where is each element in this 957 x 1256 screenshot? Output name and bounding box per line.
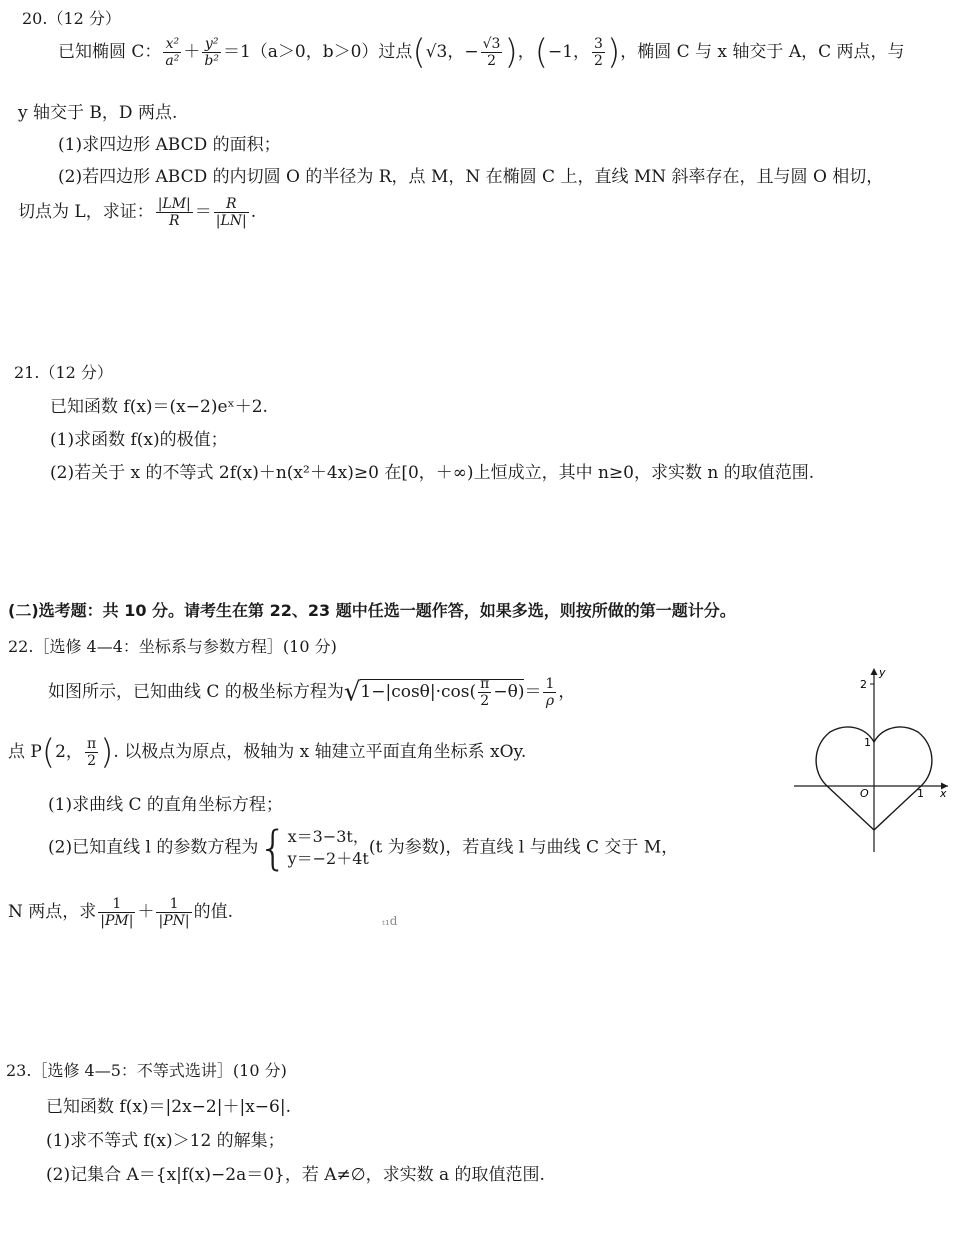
point2: −1， [547, 42, 591, 62]
tick-label-1x: 1 [917, 787, 924, 800]
y-axis-label: y [879, 666, 886, 679]
q20-line1 [58, 32, 905, 73]
paren-open-3: ( [41, 732, 56, 773]
point-p-label: 点 P [8, 742, 42, 762]
frac-1-pn: $\frac{1}{|PN|}$ [158, 896, 190, 929]
q22-sub2-cont [8, 896, 233, 929]
q21-sub1: (1)求函数 f(x)的极值； [50, 430, 228, 450]
y-axis-arrow [871, 668, 878, 675]
section-heading: (二)选考题：共 10 分。请考生在第 22、23 题中任选一题作答，如果多选，则按所做的第一题计分。 [8, 601, 736, 620]
q20-intro: 已知椭圆 C： [58, 42, 162, 62]
q20-sub2: (2)若四边形 ABCD 的内切圆 O 的半径为 R，点 M，N 在椭圆 C 上，直线 MN 斜率存在，且与圆 O 相切， [58, 167, 884, 187]
paren-open-2: ( [534, 32, 548, 73]
q20-eq: ＝1（a＞0，b＞0）过点 [222, 42, 413, 62]
frac-3-2: $\frac{3}{2}$ [594, 36, 603, 69]
frac-lm-r: $\frac{|LM|}{R}$ [157, 196, 191, 229]
plus-sign: ＋ [183, 42, 201, 62]
q21-sub2: (2)若关于 x 的不等式 2f(x)＋n(x²＋4x)≥0 在[0，＋∞)上恒成立，其中 n≥0，求实数 n 的取值范围. [50, 463, 815, 483]
q23-sub1: (1)求不等式 f(x)＞12 的解集； [46, 1131, 285, 1151]
q20-sub2-cont [18, 196, 256, 229]
paren-close: ) [504, 32, 518, 73]
brace: { [258, 821, 288, 875]
q23-sub2: (2)记集合 A＝{x|f(x)−2a＝0}，若 A≠∅，求实数 a 的取值范围. [46, 1165, 545, 1185]
equals-2: ＝ [524, 682, 542, 702]
q20-tail: ，椭圆 C 与 x 轴交于 A，C 两点，与 [620, 42, 905, 62]
q22-sub1: (1)求曲线 C 的直角坐标方程； [48, 795, 283, 815]
paren-close-3: ) [100, 732, 114, 773]
paren-open: ( [412, 32, 426, 73]
equals: ＝ [194, 202, 212, 222]
sqrt-radicand: 1−|cosθ|·cos( $\frac{\pi}{2}$ −θ) [360, 676, 525, 709]
q20-sub1: (1)求四边形 ABCD 的面积； [58, 135, 281, 155]
comma-2: ， [558, 682, 576, 702]
q22-heading: 22.［选修 4—4：坐标系与参数方程］(10 分) [8, 637, 337, 656]
q20-line2: y 轴交于 B，D 两点. [18, 103, 178, 123]
q21-line1: 已知函数 f(x)＝(x−2)eˣ＋2. [50, 397, 268, 417]
frac-pi-2-b: $\frac{\pi}{2}$ [86, 736, 97, 769]
q22-sub2-tail: (t 为参数)，若直线 l 与曲线 C 交于 M， [368, 837, 679, 858]
frac-r3-2: $\frac{√3}{2}$ [482, 36, 501, 69]
frac-x2-a2: $\frac{\text{x²}}{\text{a²}}$ [165, 36, 180, 69]
period: . [250, 202, 257, 222]
q22-intro: 如图所示，已知曲线 C 的极坐标方程为 [48, 682, 344, 702]
q23-heading: 23.［选修 4—5：不等式选讲］(10 分) [6, 1061, 287, 1080]
heart-curve-figure [790, 664, 950, 854]
origin-label: O [860, 787, 869, 800]
plus-sign-2: ＋ [137, 902, 155, 922]
q21-heading: 21.（12 分） [14, 363, 113, 382]
stray-mark: ₜ₁d [382, 914, 398, 928]
frac-r-ln: $\frac{R}{|LN|}$ [215, 196, 247, 229]
q20-heading: 20.（12 分） [22, 9, 121, 28]
q23-line1: 已知函数 f(x)＝|2x−2|＋|x−6|. [46, 1097, 291, 1117]
q22-value-text: 的值. [193, 902, 233, 922]
q22-coord-text: . 以极点为原点，极轴为 x 轴建立平面直角坐标系 xOy. [113, 742, 527, 762]
paren-close-2: ) [606, 32, 621, 73]
tick-label-2: 2 [860, 678, 867, 691]
point1: √3，− [425, 42, 479, 62]
q20-tangent-text: 切点为 L，求证： [18, 202, 154, 222]
tick-label-1y: 1 [864, 736, 871, 749]
frac-pi-2: $\frac{\pi}{2}$ [480, 676, 490, 709]
frac-1-pm: $\frac{1}{|PM|}$ [100, 896, 134, 929]
sqrt-sign: √ [343, 677, 361, 708]
q22-line1 [48, 676, 575, 709]
param-system: x＝3−3t， y＝−2＋4t [287, 827, 369, 868]
frac-y2-b2: $\frac{\text{y²}}{\text{b²}}$ [204, 36, 219, 69]
q22-sub2 [48, 821, 679, 875]
x-axis-label: x [940, 787, 947, 800]
q22-line2 [8, 732, 527, 773]
comma: ， [517, 42, 535, 62]
point-p-value: 2， [55, 742, 83, 762]
q22-sum-text: N 两点，求 [8, 902, 97, 922]
frac-1-rho: $\frac{1}{\rho}$ [545, 676, 555, 709]
q22-sub2-intro: (2)已知直线 l 的参数方程为 [48, 837, 259, 858]
